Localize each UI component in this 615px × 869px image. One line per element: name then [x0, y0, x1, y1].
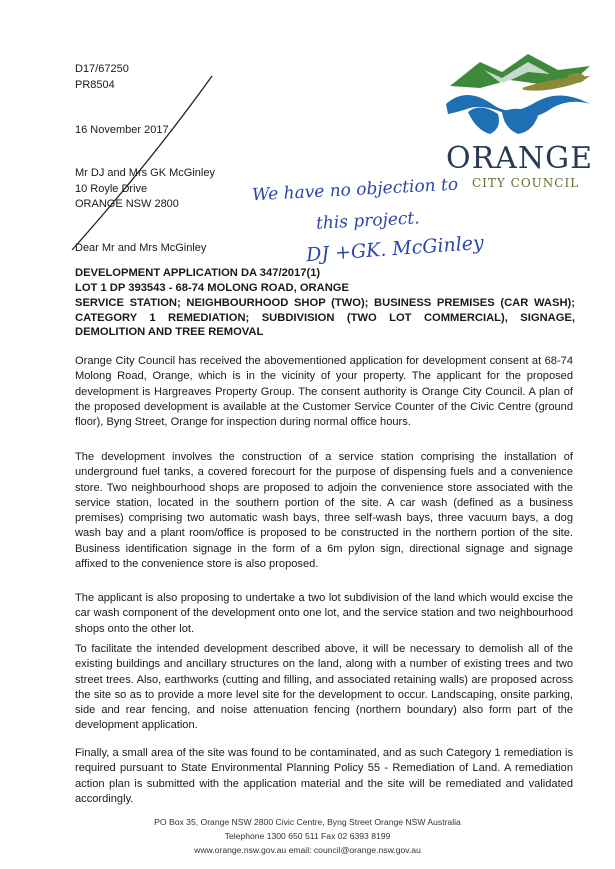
logo-subtitle: CITY COUNCIL [472, 176, 580, 190]
recipient-street: 10 Royle Drive [75, 183, 148, 195]
property-reference: PR8504 [75, 79, 115, 91]
council-logo [440, 48, 600, 198]
footer-address: PO Box 35, Orange NSW 2800 Civic Centre, Byng Street Orange NSW Australia [154, 817, 461, 827]
salutation: Dear Mr and Mrs McGinley [75, 242, 207, 254]
reference-number: D17/67250 [75, 63, 129, 75]
footer-phone: Telephone 1300 650 511 Fax 02 6393 8199 [224, 831, 391, 841]
handwritten-note-line2: this project. [315, 208, 421, 234]
heading-da-number: DEVELOPMENT APPLICATION DA 347/2017(1) [75, 267, 321, 279]
logo-name: ORANGE [446, 141, 593, 176]
recipient-name: Mr DJ and Mrs GK McGinley [75, 167, 215, 179]
handwritten-note-line1: We have no objection to [251, 174, 459, 206]
heading-description: SERVICE STATION; NEIGHBOURHOOD SHOP (TWO); BUSINESS PREMISES (CAR WASH); CATEGORY 1 REMEDIATION; SUBDIVISION (TWO LOT COMMERCIAL), SIGNAGE, DEMOLITION AND TREE REMOVAL [75, 297, 575, 339]
signature-stroke [62, 72, 222, 252]
orange-logo-icon [440, 48, 600, 143]
body-paragraph: To facilitate the intended development described above, it will be necessary to demolish all of the existing buildings and ancillary structures on the land, along with a number of existing trees and two street trees. Also, earthworks (cutting and filling, and associated retaining walls) are proposed across the site so as to provide a more level site for the development to occur. Landscaping, onsite parking, side and rear fencing, and noise attenuation fencing (northern boundary) also form part of the development application. [75, 643, 573, 732]
footer-web: www.orange.nsw.gov.au email: council@orange.nsw.gov.au [194, 845, 421, 855]
body-paragraph: The applicant is also proposing to undertake a two lot subdivision of the land which would excise the car wash component of the development onto one lot, and the service station and two neighbourhood shops onto the other lot. [75, 592, 573, 635]
recipient-suburb: ORANGE NSW 2800 [75, 198, 179, 210]
handwritten-signature: DJ +GK. McGinley [305, 231, 485, 267]
letter-date: 16 November 2017 [75, 124, 169, 136]
body-paragraph: Orange City Council has received the abovementioned application for development consent at 68-74 Molong Road, Orange, which is in the vicinity of your property. The applicant for the proposed development is Hargreaves Property Group. The consent authority is Orange City Council. A plan of the proposed development is available at the Customer Service Counter of the Civic Centre (ground floor), Byng Street, Orange for inspection during normal office hours. [75, 355, 573, 429]
body-paragraph: Finally, a small area of the site was found to be contaminated, and as such Category 1 remediation is required pursuant to State Environmental Planning Policy 55 - Remediation of Land. A remediation action plan is submitted with the application material and the site will be remediated and validated accordingly. [75, 747, 573, 805]
body-paragraph: The development involves the construction of a service station comprising the installation of underground fuel tanks, a covered forecourt for the purpose of dispensing fuels and a convenience store. Two neighbourhood shops are proposed to adjoin the convenience store associated with the service station, located in the southern portion of the site. A car wash (defined as a business premises) comprising two automatic wash bays, three self-wash bays, three vacuum bays, a dog wash bay and a plant room/office is proposed to be constructed in the northern portion of the site. Business identification signage in the form of a 6m pylon sign, directional signage and signage affixed to the convenience store is also proposed. [75, 451, 573, 571]
heading-lot: LOT 1 DP 393543 - 68-74 MOLONG ROAD, ORANGE [75, 282, 349, 294]
